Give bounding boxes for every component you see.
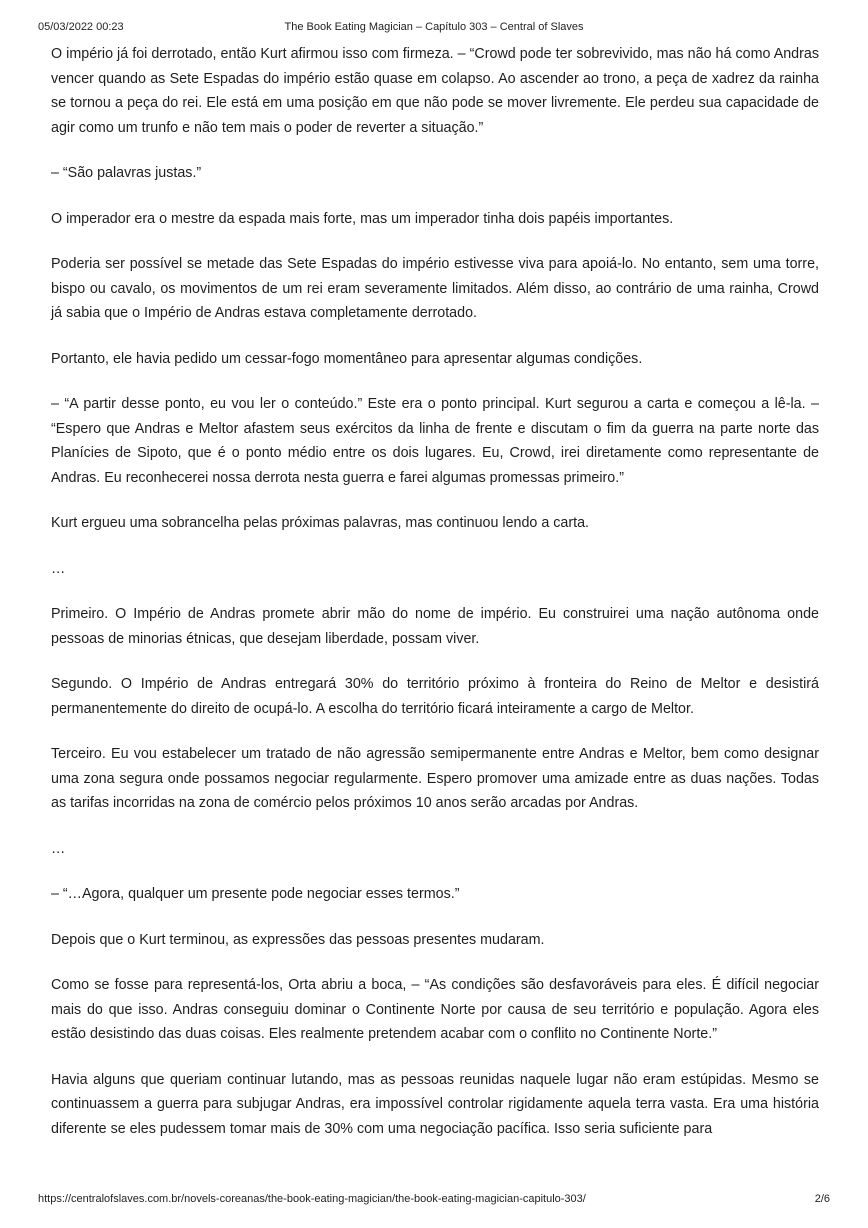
paragraph: Depois que o Kurt terminou, as expressões das pessoas presentes mudaram. [51, 931, 545, 948]
page-number: 2/6 [814, 1193, 830, 1205]
paragraph: Terceiro. Eu vou estabelecer um tratado de não agressão semipermanente entre Andras e Meltor, bem como designar uma zona segura onde possamos negociar regularmente. Espero promover uma amizade entre as duas nações. Todas as tarifas incorridas na zona de comércio pelos próximos 10 anos serão arcadas por Andras. [51, 746, 819, 811]
paragraph: Havia alguns que queriam continuar lutando, mas as pessoas reunidas naquele lugar não eram estúpidas. Mesmo se continuassem a guerra para subjugar Andras, era impossível controlar rigidamente aquela terra vasta. Era uma história diferente se eles pudessem tomar mais de 30% com uma negociação pacífica. Isso seria suficiente para [51, 1071, 819, 1137]
paragraph: Poderia ser possível se metade das Sete Espadas do império estivesse viva para apoiá-lo. No entanto, sem uma torre, bispo ou cavalo, os movimentos de um rei eram severamente limitados. Além disso, ao contrário de uma rainha, Crowd já sabia que o Império de Andras estava completamente derrotado. [51, 256, 819, 321]
print-date: 05/03/2022 00:23 [38, 21, 124, 33]
ellipsis-separator: … [51, 560, 66, 577]
page-title: The Book Eating Magician – Capítulo 303 – Central of Slaves [284, 21, 584, 33]
paragraph: Primeiro. O Império de Andras promete abrir mão do nome de império. Eu construirei uma nação autônoma onde pessoas de minorias étnicas, que desejam liberdade, possam viver. [51, 606, 819, 647]
paragraph: – “São palavras justas.” [51, 165, 202, 181]
paragraph: Como se fosse para representá-los, Orta abriu a boca, – “As condições são desfavoráveis para eles. É difícil negociar mais do que isso. Andras conseguiu dominar o Continente Norte por causa de seu território e população. Agora eles estão desistindo das duas coisas. Eles realmente pretendem acabar com o conflito no Continente Norte.” [51, 977, 819, 1042]
paragraph: O imperador era o mestre da espada mais forte, mas um imperador tinha dois papéis importantes. [51, 210, 674, 227]
chapter-body [51, 42, 819, 1141]
ellipsis-separator: … [51, 840, 66, 857]
source-url: https://centralofslaves.com.br/novels-coreanas/the-book-eating-magician/the-book-eating-magician-capitulo-303/ [38, 1193, 586, 1205]
paragraph: – “A partir desse ponto, eu vou ler o conteúdo.” Este era o ponto principal. Kurt segurou a carta e começou a lê-la. – “Espero que Andras e Meltor afastem seus exércitos da linha de frente e discutam o fim da guerra na parte norte das Planícies de Sipoto, que é o ponto médio entre os dois lugares. Eu, Crowd, irei diretamente como representante de Andras. Eu reconhecerei nossa derrota nesta guerra e farei algumas promessas primeiro.” [51, 396, 819, 486]
paragraph: Portanto, ele havia pedido um cessar-fogo momentâneo para apresentar algumas condições. [51, 350, 643, 367]
paragraph: Kurt ergueu uma sobrancelha pelas próximas palavras, mas continuou lendo a carta. [51, 515, 590, 531]
paragraph: O império já foi derrotado, então Kurt afirmou isso com firmeza. – “Crowd pode ter sobrevivido, mas não há como Andras vencer quando as Sete Espadas do império estão quase em colapso. Ao ascender ao trono, a peça de xadrez da rainha se tornou a peça do rei. Ele está em uma posição em que não pode se mover livremente. Ele perdeu sua capacidade de agir como um trunfo e não tem mais o poder de reverter a situação.” [51, 46, 819, 136]
paragraph: – “…Agora, qualquer um presente pode negociar esses termos.” [51, 886, 460, 902]
paragraph: Segundo. O Império de Andras entregará 30% do território próximo à fronteira do Reino de Meltor e desistirá permanentemente do direito de ocupá-lo. A escolha do território ficará inteiramente a cargo de Meltor. [51, 676, 819, 717]
